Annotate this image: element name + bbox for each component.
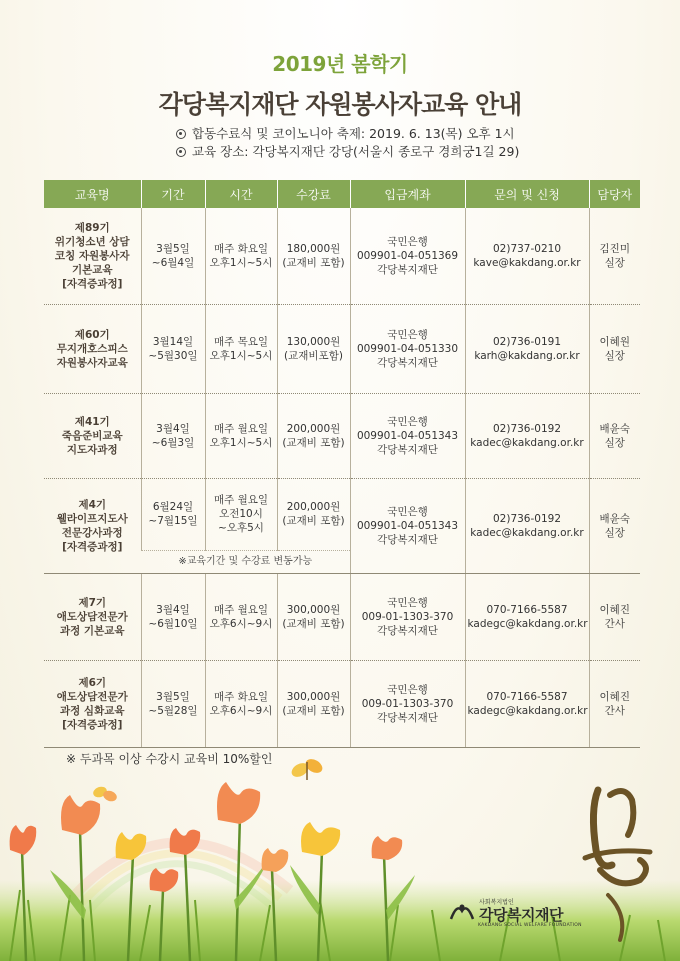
info-block (176, 125, 519, 161)
fee-cell (277, 660, 350, 747)
info-line-ceremony (176, 125, 519, 143)
info-line-location (176, 143, 519, 161)
cell-line: 국민은행 (387, 596, 428, 609)
cell-line: 무지개호스피스 (56, 342, 128, 355)
cell-line: 위기청소년 상담 (54, 235, 130, 248)
table-row (44, 478, 640, 550)
cell-line: (교재비 포함) (282, 256, 345, 269)
discount-footnote: ※ 두과목 이상 수강시 교육비 10%할인 (66, 752, 273, 766)
cell-line: 제4기 (78, 498, 107, 511)
cell-line: 애도상담전문가 (56, 610, 128, 623)
logo-name: 각당복지재단 (479, 906, 563, 924)
contact-cell (465, 478, 589, 573)
cell-line: 실장 (604, 526, 625, 539)
cell-line: 배윤숙 (599, 512, 630, 525)
page-title: 각당복지재단 자원봉사자교육 안내 (158, 90, 522, 119)
table-row (44, 393, 640, 478)
period-cell (141, 660, 205, 747)
period-cell (141, 208, 205, 304)
period-cell (141, 304, 205, 393)
info-ceremony-text: 합동수료식 및 코이노니아 축제: 2019. 6. 13(목) 오후 1시 (192, 126, 515, 141)
contact-cell (465, 393, 589, 478)
cell-line: 제41기 (74, 415, 110, 428)
cell-line: 070-7166-5587 (486, 690, 568, 703)
cell-line: 국민은행 (387, 683, 428, 696)
cell-line: 과정 심화교육 (59, 704, 125, 717)
cell-line: 이혜진 (599, 690, 630, 703)
manager-cell (589, 573, 640, 660)
cell-line: 간사 (604, 617, 625, 630)
butterfly-icon (289, 756, 325, 780)
cell-line: 자원봉사자교육 (56, 356, 128, 369)
cell-line: (교재비포함) (284, 349, 343, 362)
time-cell (205, 393, 277, 478)
cell-line: ~7월15일 (148, 515, 198, 527)
header-period: 기간 (141, 180, 205, 208)
cell-line: 실장 (604, 349, 625, 362)
cell-line: 3월14일 (152, 335, 194, 348)
cell-line: 실장 (604, 256, 625, 269)
foundation-logo (449, 895, 599, 935)
cell-line: 오전10시 (219, 508, 263, 520)
bullet-icon (176, 147, 186, 157)
cell-line: ~6월4일 (151, 256, 195, 269)
cell-line: (교재비 포함) (282, 515, 345, 527)
cell-line: 180,000원 (286, 242, 341, 255)
cell-line: 매주 화요일 (213, 690, 269, 703)
cell-line: 오후1시~5시 (209, 349, 273, 362)
cell-line: 국민은행 (387, 505, 428, 518)
cell-line: 과정 기본교육 (59, 624, 125, 637)
logo-subtitle: 사회복지법인 (479, 899, 514, 906)
cell-line: 국민은행 (387, 415, 428, 428)
cell-line: 간사 (604, 704, 625, 717)
cell-line: (교재비 포함) (282, 436, 345, 449)
cell-line: 009901-04-051369 (356, 249, 459, 262)
cell-line: ~5월30일 (148, 349, 198, 362)
cell-line: 02)736-0191 (492, 335, 561, 348)
contact-cell (465, 304, 589, 393)
time-cell (205, 478, 277, 550)
cell-line: (교재비 포함) (282, 617, 345, 630)
account-cell (350, 304, 465, 393)
course-name-cell (44, 660, 141, 747)
cell-line: 오후6시~9시 (209, 617, 273, 630)
cell-line: ~5월28일 (148, 704, 198, 717)
cell-line: 3월5일 (156, 690, 190, 703)
account-cell (350, 573, 465, 660)
table-row (44, 304, 640, 393)
cell-line: 국민은행 (387, 328, 428, 341)
title-block (0, 48, 680, 121)
cell-line: 02)736-0192 (492, 512, 561, 525)
change-notice: ※교육기간 및 수강료 변동가능 (141, 550, 350, 573)
account-cell (350, 393, 465, 478)
cell-line: 009901-04-051343 (356, 429, 459, 442)
cell-line: 009901-04-051330 (356, 342, 459, 355)
course-name-cell (44, 393, 141, 478)
contact-cell (465, 208, 589, 304)
period-cell (141, 393, 205, 478)
manager-cell (589, 478, 640, 573)
cell-line: 200,000원 (286, 422, 341, 435)
cell-line: 김진미 (599, 242, 630, 255)
cell-line: ~6월10일 (148, 617, 198, 630)
header-time: 시간 (205, 180, 277, 208)
account-cell (350, 208, 465, 304)
cell-line: 코칭 자원봉사자 (54, 249, 130, 262)
cell-line: 6월24일 (152, 501, 194, 513)
cell-line: 070-7166-5587 (486, 603, 568, 616)
cell-line: 웰라이프지도사 (56, 512, 128, 525)
bullet-icon (176, 129, 186, 139)
cell-line: 국민은행 (387, 235, 428, 248)
cell-line: 02)737-0210 (492, 242, 561, 255)
cell-line: 3월4일 (156, 422, 190, 435)
course-name-cell (44, 304, 141, 393)
foundation-emblem-icon (449, 901, 475, 923)
time-cell (205, 573, 277, 660)
course-name-cell (44, 208, 141, 304)
time-cell (205, 304, 277, 393)
cell-line: 009-01-1303-370 (361, 697, 454, 710)
account-cell (350, 660, 465, 747)
cell-line: kadegc@kakdang.or.kr (467, 704, 588, 717)
logo-english-name: KAKDANG SOCIAL WELFARE FOUNDATION (478, 923, 582, 928)
table-row (44, 573, 640, 660)
cell-line: 300,000원 (286, 603, 341, 616)
cell-line: 제7기 (78, 596, 107, 609)
cell-line: kadec@kakdang.or.kr (470, 436, 584, 449)
cell-line: kadec@kakdang.or.kr (470, 526, 584, 539)
cell-line: 매주 월요일 (213, 422, 269, 435)
time-cell (205, 208, 277, 304)
manager-cell (589, 393, 640, 478)
account-cell (350, 478, 465, 573)
fee-cell (277, 304, 350, 393)
cell-line: 이혜진 (599, 603, 630, 616)
period-cell (141, 573, 205, 660)
cell-line: [자격증과정] (62, 540, 123, 553)
cell-line: 각당복지재단 (377, 263, 438, 276)
cell-line: 오후1시~5시 (209, 256, 273, 269)
cell-line: 제60기 (74, 328, 110, 341)
cell-line: 제6기 (78, 676, 107, 689)
cell-line: 배윤숙 (599, 422, 630, 435)
cell-line: 매주 화요일 (213, 242, 269, 255)
cell-line: 009-01-1303-370 (361, 610, 454, 623)
cell-line: 오후1시~5시 (209, 436, 273, 449)
info-location-text: 교육 장소: 각당복지재단 강당(서울시 종로구 경희궁1길 29) (192, 144, 520, 159)
course-name-cell (44, 573, 141, 660)
cell-line: 전문강사과정 (61, 526, 123, 539)
cell-line: 200,000원 (286, 501, 341, 513)
cell-line: 각당복지재단 (377, 711, 438, 724)
manager-cell (589, 304, 640, 393)
cell-line: 009901-04-051343 (356, 519, 459, 532)
butterfly-icon (92, 785, 119, 803)
header-course-name: 교육명 (44, 180, 141, 208)
cell-line: 매주 목요일 (213, 335, 269, 348)
cell-line: 오후6시~9시 (209, 704, 273, 717)
cell-line: 죽음준비교육 (61, 429, 123, 442)
cell-line: 애도상담전문가 (56, 690, 128, 703)
header-account: 입금계좌 (350, 180, 465, 208)
fee-cell (277, 393, 350, 478)
semester-title: 2019년 봄학기 (272, 52, 408, 76)
table-row (44, 660, 640, 747)
cell-line: [자격증과정] (62, 718, 123, 731)
cell-line: 130,000원 (286, 335, 341, 348)
contact-cell (465, 573, 589, 660)
header-contact: 문의 및 신청 (465, 180, 589, 208)
contact-cell (465, 660, 589, 747)
cell-line: karh@kakdang.or.kr (474, 349, 580, 362)
cell-line: 각당복지재단 (377, 356, 438, 369)
cell-line: 각당복지재단 (377, 624, 438, 637)
tulip-flower-icon (10, 782, 403, 892)
table-row (44, 208, 640, 304)
cell-line: kadegc@kakdang.or.kr (467, 617, 588, 630)
time-cell (205, 660, 277, 747)
cell-line: 이혜원 (599, 335, 630, 348)
cell-line: kave@kakdang.or.kr (473, 256, 581, 269)
cell-line: 02)736-0192 (492, 422, 561, 435)
fee-cell (277, 478, 350, 550)
cell-line: 각당복지재단 (377, 533, 438, 546)
course-name-cell (44, 478, 141, 573)
period-cell (141, 478, 205, 550)
cell-line: 기본교육 (71, 263, 113, 276)
cell-line: (교재비 포함) (282, 704, 345, 717)
cell-line: 매주 월요일 (213, 494, 269, 506)
cell-line: 각당복지재단 (377, 443, 438, 456)
manager-cell (589, 208, 640, 304)
table-header-row (44, 180, 640, 208)
header-manager: 담당자 (589, 180, 640, 208)
fee-cell (277, 573, 350, 660)
cell-line: 300,000원 (286, 690, 341, 703)
manager-cell (589, 660, 640, 747)
fee-cell (277, 208, 350, 304)
course-table (44, 180, 640, 748)
cell-line: 지도자과정 (66, 443, 118, 456)
cell-line: 제89기 (74, 221, 110, 234)
header-fee: 수강료 (277, 180, 350, 208)
cell-line: 3월4일 (156, 603, 190, 616)
cell-line: ~오후5시 (218, 522, 264, 534)
cell-line: ~6월3일 (151, 436, 195, 449)
cell-line: 매주 월요일 (213, 603, 269, 616)
cell-line: 3월5일 (156, 242, 190, 255)
cell-line: [자격증과정] (62, 277, 123, 290)
cell-line: 실장 (604, 436, 625, 449)
